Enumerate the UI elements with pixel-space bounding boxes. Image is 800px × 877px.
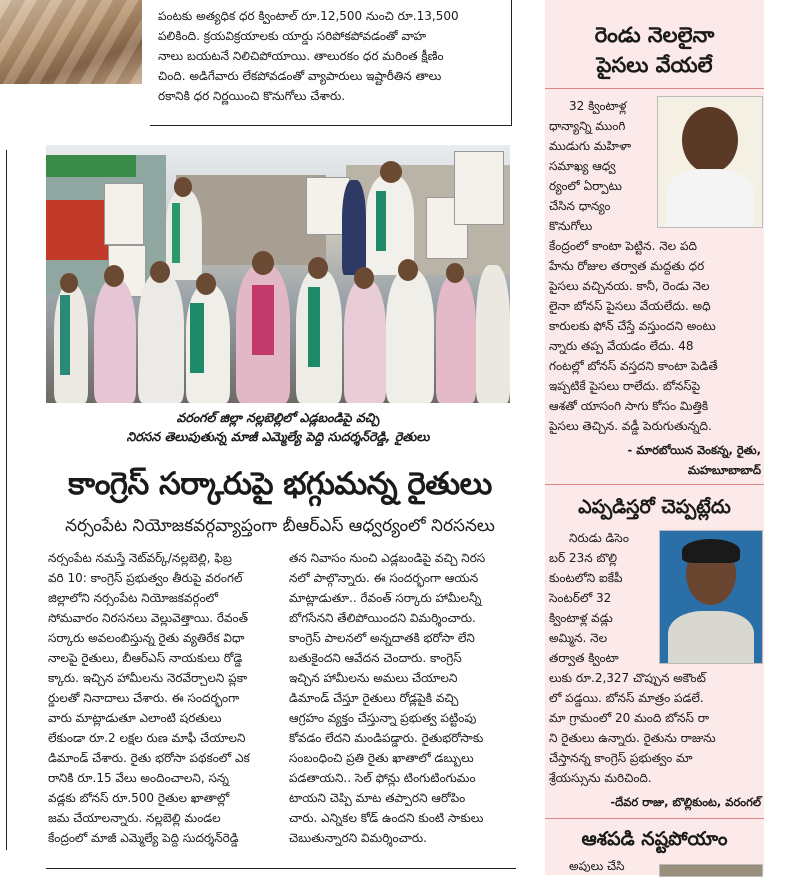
article-line: టాయని చెప్పి మాట తప్పారని ఆరోపిం — [289, 791, 466, 805]
sidebar-story3-title: ఆశపడి నష్టపోయాం — [581, 828, 728, 850]
article-line: రానికి రూ.15 వేలు అందించాలని, సన్న — [48, 771, 229, 785]
sidebar-story2-body — [549, 668, 761, 788]
story-line: ని రైతులు ఉన్నారు. రైతును రాజును — [549, 731, 716, 745]
story-line: కుంటలోని ఐకేపీ — [549, 571, 623, 585]
photo-caption — [46, 408, 510, 446]
article-line: సర్కారు అవలంబిస్తున్న రైతు వ్యతిరేక విధా — [48, 631, 245, 645]
top-photo-fragment — [0, 0, 142, 84]
story-line: న్నారు తప్ప వేయడం లేదు. 48 — [549, 339, 694, 353]
story-line: నిరుడు డిసెం — [569, 531, 629, 545]
story-line: కొనుగోలు — [549, 219, 593, 233]
bottom-rule — [46, 868, 516, 869]
sidebar-story1-body — [549, 236, 761, 436]
divider — [545, 484, 764, 485]
article-column-1 — [48, 548, 282, 848]
article-line: కాంగ్రెస్ పాలనలో అన్నదాతకి భరోసా లేని — [289, 631, 475, 645]
story-line: కేంద్రంలో కాంటా పెట్టిన. నెల పది — [549, 239, 697, 253]
sidebar-story1-title — [545, 20, 764, 80]
story-line: లుకు రూ.2,327 చొప్పున అకౌంట్ — [549, 671, 706, 685]
story-line: కారులకు ఫోన్ చేస్తే వస్తుందని అంటు — [549, 319, 716, 333]
article-line: కేంద్రంలో మాజీ ఎమ్మెల్యే పెద్ది సుదర్శన్‌రెడ్డి — [48, 831, 239, 845]
story-line: శ్రేయస్సును మరిచింది. — [549, 771, 652, 785]
sidebar-panel — [545, 0, 764, 875]
story-line: సెంటర్‌లో 32 — [549, 591, 612, 605]
article-line: పడతాయని.. సెల్ ఫోన్లు టింగుటింగుమం — [289, 771, 476, 785]
article-line: డిమాండ్ చేస్తూ రైతులు రోడ్లపైకి వచ్చి — [289, 691, 459, 705]
article-line: ఆగ్రహం వ్యక్తం చేస్తున్నా ప్రభుత్వ పట్టింపు — [289, 711, 477, 725]
story-line: అమ్మిన. నెల — [549, 631, 608, 645]
article-line: బతుకైందని ఆవేదన చెందారు. కాంగ్రెస్ — [289, 651, 462, 665]
story-line: ర్యంలో ఏర్పాటు — [549, 179, 622, 193]
story-line: పైసలు తెచ్చిన. వడ్డీ పెరుగుతున్నది. — [549, 419, 712, 433]
article-line: లేకుండా రూ.2 లక్షల రుణ మాఫీ చేయాలని — [48, 731, 246, 745]
story-line: తర్వాత క్వింటా — [549, 651, 619, 665]
sidebar-story2-title: ఎప్పడిస్తరో చెప్పట్లేదు — [578, 496, 731, 518]
sidebar-story1-signature — [549, 440, 761, 480]
article-line: జిల్లాలోని నర్సంపేట నియోజకవర్గంలో — [48, 591, 219, 605]
article-headline: కాంగ్రెస్ సర్కారుపై భగ్గుమన్న రైతులు — [68, 466, 492, 502]
article-line: తన నివాసం నుంచి ఎడ్లబండిపై వచ్చి నిరస — [289, 551, 486, 565]
story-line: ఇప్పటికే పైసలు రాలేదు. బోనస్‌పై — [549, 379, 701, 393]
article-line: ఇచ్చిన హామీలను అమలు చేయాలని — [289, 671, 458, 685]
article-line: క్కారు. ఇచ్చిన హామీలను నెరవేర్చాలని ప్లకా — [48, 671, 248, 685]
signature-line: మహబూబాబాద్ — [687, 463, 761, 477]
caption-line: నిరసన తెలుపుతున్న మాజీ ఎమ్మెల్యే పెద్ది సుదర్శన్‌రెడ్డి, రైతులు — [126, 429, 430, 444]
story-line: చేస్తానన్న కాంగ్రెస్ ప్రభుత్వం మా — [549, 751, 693, 765]
article-column-2 — [289, 548, 513, 848]
sidebar-story3-first-line: అపులు చేసి — [569, 859, 625, 873]
article-line: కోవడం లేదని మండిపడ్డారు. రైతుభరోసాకు — [289, 731, 484, 745]
title-line: పైసలు వేయలే — [596, 53, 713, 77]
article-line: వడ్లకు బోనస్ రూ.500 రైతుల ఖాతాల్లో — [48, 791, 230, 805]
article-line: నాలపై రైతులు, బీఆర్ఎస్ నాయకులు రోడ్డె — [48, 651, 243, 665]
story-line: లైనా బోనస్ పైసలు వేయలేదు. అధి — [549, 299, 711, 313]
sidebar-story2-signature: -దేవర రాజు, బొల్లికుంట, వరంగల్ — [610, 795, 761, 809]
signature-line: - మారబోయిన వెంకన్న, రైతు, — [627, 443, 761, 457]
sidebar-story2-narrow — [549, 528, 653, 668]
title-line: రెండు నెలలైనా — [594, 23, 715, 47]
story-line: చేసిన ధాన్యం — [549, 199, 611, 213]
story-line: హేను రోజుల తర్వాత మద్దతు ధర — [549, 259, 705, 273]
story-line: బర్ 23న బొల్లి — [549, 551, 618, 565]
article-line: వారు మాట్లాడుతూ ఎలాంటి షరతులు — [48, 711, 222, 725]
story-line: ధాన్యాన్ని ముంగి — [549, 119, 626, 133]
article-line: సోమవారం నిరసనలు వెల్లువెత్తాయి. రేవంత్ — [48, 611, 248, 625]
top-article-line: నాలు బయటనే నిలిచిపోయాయి. తాలురకం ధర మరింత క్షీణిం — [158, 49, 444, 63]
story-line: సమాఖ్య ఆధ్వ — [549, 159, 616, 173]
article-line: సంబంధించి ప్రతి రైతు ఖాతాలో డబ్బులు — [289, 751, 474, 765]
top-article-line: పంటకు అత్యధిక ధర క్వింటాల్ రూ.12,500 నుంచి రూ.13,500 — [158, 9, 459, 23]
article-line: చెబుతున్నారని విమర్శించారు. — [289, 831, 427, 845]
story-line: లో పడ్డయి. బోనస్ మాత్రం పడలే. — [549, 691, 704, 705]
article-line: డిమాండ్ చేశారు. రైతు భరోసా పథకంలో ఎక — [48, 751, 250, 765]
caption-line: వరంగల్ జిల్లా నల్లబెల్లిలో ఎడ్లబండిపై వచ్చి — [176, 410, 380, 425]
sidebar-portrait-2 — [659, 530, 763, 664]
article-subheadline: నర్సంపేట నియోజకవర్గవ్యాప్తంగా బీఆర్ఎస్ ఆధ్వర్యంలో నిరసనలు — [65, 516, 495, 536]
story-line: ముడుగు మహిళా — [549, 139, 632, 153]
protest-photo — [46, 145, 510, 403]
divider — [545, 88, 764, 89]
article-line: జమ చేయాలన్నారు. నల్లబెల్లి మండల — [48, 811, 221, 825]
story-line: ఆశతో యాసంగి సాగు కోసం మిత్తికి — [549, 399, 709, 413]
article-line: వరి 10: కాంగ్రెస్ ప్రభుత్వం తీరుపై వరంగల్ — [48, 571, 243, 585]
top-article — [158, 6, 503, 106]
divider — [545, 818, 764, 819]
article-line: ర్డులతో నినాదాలు చేశారు. ఈ సందర్భంగా — [48, 691, 240, 705]
sidebar-story1-narrow — [549, 96, 651, 236]
article-line: బోగసేనని తేలిపోయిందని విమర్శించారు. — [289, 611, 476, 625]
story-line: క్వింటాళ్ల వడ్లు — [549, 611, 613, 625]
top-article-line: చింది. అడిగేవారు లేకపోవడంతో వ్యాపారులు ఇష్టారీతిన తాలు — [158, 69, 442, 83]
story-line: మా గ్రామంలో 20 మంది బోనస్ రా — [549, 711, 709, 725]
article-line: మాట్లాడుతూ.. రేవంత్ సర్కారు హామీలన్నీ — [289, 591, 482, 605]
sidebar-portrait-3 — [659, 864, 763, 877]
story-line: పైసలు వచ్చినయ. కానీ, రెండు నెల — [549, 279, 710, 293]
article-line: చారు. ఎన్నికల కోడ్ ఉందని కుంటి సాకులు — [289, 811, 484, 825]
story-line: 32 క్వింటాళ్ల — [569, 99, 627, 113]
top-article-line: రకానికి ధర నిర్ణయించి కొనుగోలు చేశారు. — [158, 89, 346, 103]
sidebar-portrait-1 — [657, 96, 763, 228]
story-line: గంటల్లో బోనస్ వస్తదని కాంటా పెడితే — [549, 359, 718, 373]
top-article-line: పలికింది. క్రయవిక్రయాలకు యార్డు సరిపోకపోవడంతో వాహ — [158, 29, 427, 43]
left-margin-rule — [6, 150, 7, 850]
column-rule — [511, 0, 512, 126]
box-rule — [150, 125, 512, 126]
article-line: నర్సంపేట నమస్తే నెట్‌వర్క్/నల్లబెల్లి, ఫిబ్ర — [48, 551, 232, 565]
article-line: నలో పాల్గొన్నారు. ఈ సందర్భంగా ఆయన — [289, 571, 479, 585]
